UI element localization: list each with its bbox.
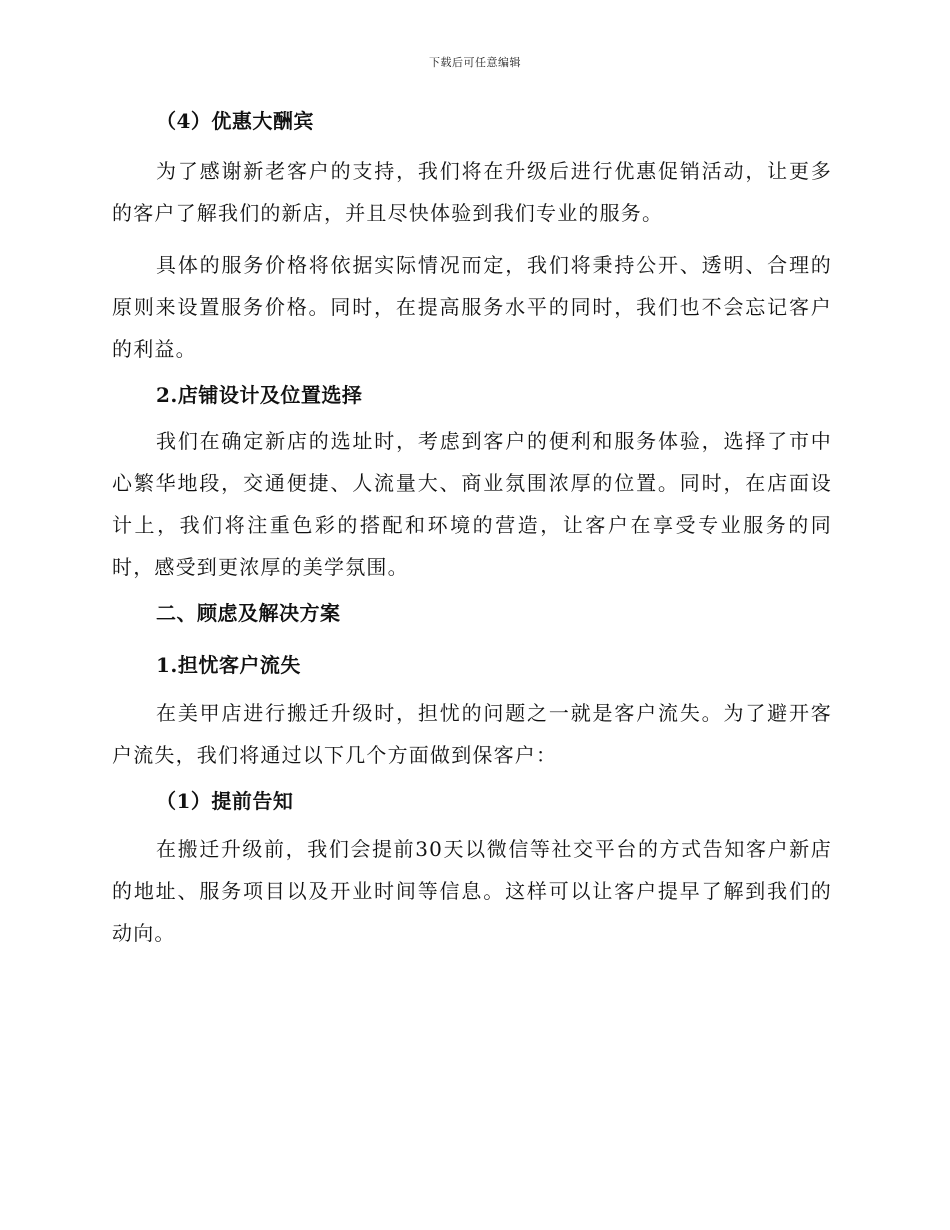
page-header: 下载后可任意编辑 xyxy=(429,56,521,69)
section-heading-discount: （4）优惠大酬宾 xyxy=(156,109,314,133)
paragraph-store-location: 我们在确定新店的选址时，考虑到客户的便利和服务体验，选择了市中心繁华地段，交通便捷、人流量大、商业氛围浓厚的位置。同时，在店面设计上，我们将注重色彩的搭配和环境的营造，让客户在享受专业服务的同时，感受到更浓厚的美学氛围。 xyxy=(112,429,832,579)
paragraph-discount-intro: 为了感谢新老客户的支持，我们将在升级后进行优惠促销活动，让更多的客户了解我们的新店，并且尽快体验到我们专业的服务。 xyxy=(112,159,832,225)
document-body xyxy=(112,106,832,964)
paragraph-customer-loss: 在美甲店进行搬迁升级时，担忧的问题之一就是客户流失。为了避开客户流失，我们将通过以下几个方面做到保客户： xyxy=(112,701,832,767)
section-heading-concerns: 二、顾虑及解决方案 xyxy=(156,601,341,625)
section-heading-store-design: 2.店铺设计及位置选择 xyxy=(156,383,363,407)
paragraph-advance-notice: 在搬迁升级前，我们会提前30天以微信等社交平台的方式告知客户新店的地址、服务项目以及开业时间等信息。这样可以让客户提早了解到我们的动向。 xyxy=(112,837,832,945)
paragraph-pricing: 具体的服务价格将依据实际情况而定，我们将秉持公开、透明、合理的原则来设置服务价格。同时，在提高服务水平的同时，我们也不会忘记客户的利益。 xyxy=(112,253,832,361)
section-heading-customer-loss: 1.担忧客户流失 xyxy=(156,653,301,677)
section-heading-advance-notice: （1）提前告知 xyxy=(156,789,294,813)
